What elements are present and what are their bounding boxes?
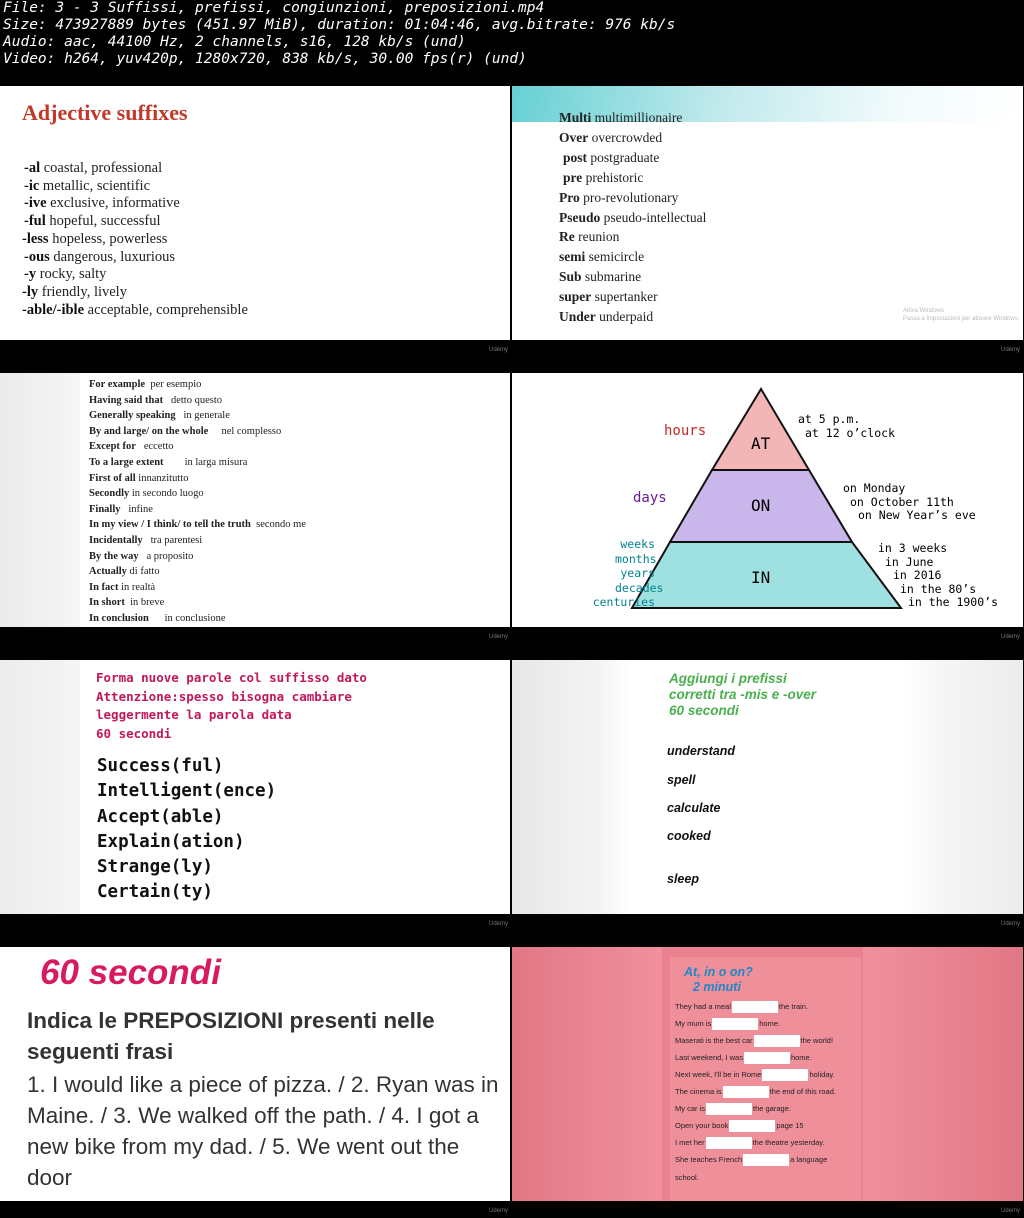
blurred-edge bbox=[863, 947, 1023, 1201]
list-item bbox=[24, 178, 248, 196]
on-examples bbox=[843, 482, 976, 523]
list-item bbox=[559, 188, 706, 208]
answer-blank[interactable] bbox=[706, 1103, 752, 1115]
italian-phrase: a proposito bbox=[146, 550, 194, 562]
udemy-watermark: Udemy bbox=[1001, 634, 1021, 640]
exercise-row bbox=[675, 1001, 861, 1013]
list-item bbox=[559, 267, 706, 287]
suffix: -ic bbox=[24, 177, 40, 194]
thumbnail-preposition-pyramid bbox=[512, 373, 1023, 627]
list-item bbox=[24, 213, 248, 231]
row-text-before: Maserati is the best car bbox=[675, 1035, 753, 1045]
row-text-after: a language bbox=[790, 1154, 828, 1164]
answer-blank[interactable] bbox=[729, 1120, 775, 1132]
udemy-watermark: Udemy bbox=[1001, 921, 1021, 927]
timer-label: 60 secondi bbox=[669, 703, 739, 718]
list-item: Explain(ation) bbox=[97, 831, 245, 852]
list-item bbox=[89, 377, 306, 393]
list-item bbox=[24, 160, 248, 178]
list-item bbox=[559, 108, 706, 128]
in-unit: centuries bbox=[592, 595, 655, 609]
italian-phrase: in generale bbox=[183, 410, 230, 422]
row-text-after: holiday. bbox=[809, 1069, 835, 1079]
connector-list bbox=[89, 377, 306, 627]
thumbnail-connectors bbox=[0, 373, 510, 627]
example: supertanker bbox=[591, 289, 658, 305]
udemy-watermark: Udemy bbox=[489, 1208, 509, 1214]
list-item: Success(ful) bbox=[97, 756, 224, 776]
italian-phrase: in conclusione bbox=[164, 612, 226, 624]
days-label: days bbox=[633, 490, 667, 506]
examples: friendly, lively bbox=[38, 283, 127, 300]
row-text-before: My mum is bbox=[675, 1018, 712, 1028]
exercise-sentences: 1. I would like a piece of pizza. / 2. Ryan was in Maine. / 3. We walked off the path. / 4. I got a new bike from my dad. / 5. We went out the door bbox=[27, 1072, 499, 1190]
english-phrase: Except for bbox=[89, 441, 136, 453]
thumbnail-at-in-on-exercise bbox=[512, 947, 1023, 1201]
answer-blank[interactable] bbox=[712, 1018, 758, 1030]
exercise-instructions bbox=[669, 671, 816, 719]
instruction-line: Forma nuove parole col suffisso dato bbox=[96, 670, 367, 685]
example: multimillionaire bbox=[591, 110, 683, 125]
in-example: in 3 weeks bbox=[878, 541, 948, 555]
in-label: IN bbox=[751, 568, 771, 587]
in-unit: weeks bbox=[620, 537, 655, 551]
suffix: -y bbox=[24, 266, 37, 283]
list-item bbox=[563, 168, 706, 188]
instruction-line: leggermente la parola data bbox=[96, 707, 292, 722]
english-phrase: Actually bbox=[89, 566, 127, 578]
list-item bbox=[22, 302, 248, 320]
instruction-line: corretti tra -mis e -over bbox=[669, 687, 817, 702]
list-item bbox=[559, 227, 706, 247]
examples: dangerous, luxurious bbox=[49, 248, 176, 265]
english-phrase: By and large/ on the whole bbox=[89, 425, 209, 437]
instruction-line: At, in o on? bbox=[684, 965, 753, 979]
at-example: at 12 o’clock bbox=[805, 426, 896, 440]
italian-phrase: secondo me bbox=[256, 519, 307, 531]
english-phrase: In short bbox=[89, 597, 125, 609]
italian-phrase: innanzitutto bbox=[138, 472, 189, 484]
exercise-row bbox=[675, 1120, 861, 1132]
list-item bbox=[89, 424, 306, 440]
list-item bbox=[24, 249, 248, 267]
blurred-edge bbox=[903, 660, 1023, 914]
english-phrase: Generally speaking bbox=[89, 410, 176, 422]
at-examples bbox=[798, 412, 895, 440]
english-phrase: Finally bbox=[89, 503, 121, 515]
suffix: -ly bbox=[22, 283, 39, 300]
prefix: Sub bbox=[559, 269, 582, 285]
italian-phrase: eccetto bbox=[143, 441, 174, 453]
suffix: -ive bbox=[24, 195, 47, 212]
suffix: -ous bbox=[24, 248, 50, 265]
exercise-row bbox=[675, 1035, 861, 1047]
size-info-line: Size: 473927889 bytes (451.97 MiB), duration: 01:04:46, avg.bitrate: 976 kb/s bbox=[3, 17, 676, 33]
list-item bbox=[89, 580, 306, 596]
answer-blank[interactable] bbox=[744, 1052, 790, 1064]
activate-title: Attiva Windows bbox=[903, 308, 945, 314]
example: postgraduate bbox=[587, 149, 660, 165]
suffix-list bbox=[24, 160, 248, 319]
answer-blank[interactable] bbox=[754, 1035, 800, 1047]
answer-blank[interactable] bbox=[762, 1069, 808, 1081]
activate-subtitle: Passa a Impostazioni per attivare Windows. bbox=[903, 316, 1020, 322]
at-example: at 5 p.m. bbox=[798, 412, 861, 426]
in-unit: decades bbox=[615, 580, 664, 595]
english-phrase: To a large extent bbox=[89, 456, 164, 468]
list-item bbox=[563, 148, 706, 168]
exercise-row-last: school. bbox=[675, 1173, 699, 1182]
examples: hopeful, successful bbox=[45, 213, 161, 230]
list-item bbox=[89, 502, 306, 518]
italian-phrase: infine bbox=[128, 503, 153, 515]
english-phrase: In fact bbox=[89, 581, 119, 593]
row-text-before: Next week, I'll be in Rome bbox=[675, 1069, 762, 1079]
row-text-after: the world! bbox=[800, 1035, 834, 1045]
list-item bbox=[89, 455, 306, 471]
timer-label: 60 secondi bbox=[96, 725, 172, 741]
list-item bbox=[89, 611, 306, 627]
prefix: Over bbox=[559, 129, 589, 145]
row-text-before: The cinema is bbox=[675, 1086, 722, 1096]
italian-phrase: nel complesso bbox=[221, 425, 282, 437]
row-text-after: the train. bbox=[778, 1001, 809, 1011]
list-item bbox=[22, 231, 248, 249]
on-example: on Monday bbox=[843, 481, 906, 495]
italian-phrase: in breve bbox=[130, 597, 165, 609]
on-label: ON bbox=[751, 496, 771, 515]
suffix: -less bbox=[22, 230, 49, 247]
example: semicircle bbox=[585, 249, 645, 265]
row-text-after: page 15 bbox=[776, 1120, 804, 1130]
examples: metallic, scientific bbox=[39, 177, 151, 194]
prefix: Pro bbox=[559, 189, 580, 205]
prefix: Under bbox=[559, 309, 596, 325]
file-info-header bbox=[3, 0, 1023, 68]
answer-blank[interactable] bbox=[723, 1086, 769, 1098]
list-item bbox=[89, 439, 306, 455]
file-info-line: File: 3 - 3 Suffissi, prefissi, congiunzioni, preposizioni.mp4 bbox=[3, 0, 545, 16]
prefix: super bbox=[559, 289, 592, 305]
list-item bbox=[24, 195, 248, 213]
examples: rocky, salty bbox=[36, 266, 107, 283]
blurred-edge bbox=[0, 373, 80, 627]
at-section bbox=[712, 389, 809, 470]
italian-phrase: in secondo luogo bbox=[131, 488, 204, 500]
italian-phrase: detto questo bbox=[170, 394, 223, 406]
list-item: spell bbox=[667, 773, 696, 787]
exercise-row bbox=[675, 1154, 861, 1166]
timer-title: 60 secondi bbox=[40, 953, 221, 992]
exercise-row bbox=[675, 1103, 861, 1115]
list-item bbox=[89, 595, 306, 611]
row-text-before: Last weekend, I was bbox=[675, 1052, 743, 1062]
suffix: -al bbox=[24, 160, 41, 176]
instruction-line: Aggiungi i prefissi bbox=[669, 671, 787, 686]
audio-info-line: Audio: aac, 44100 Hz, 2 channels, s16, 128 kb/s (und) bbox=[3, 34, 466, 50]
list-item bbox=[559, 128, 706, 148]
example: pseudo-intellectual bbox=[600, 209, 707, 225]
thumbnail-adjective-suffixes bbox=[0, 86, 510, 340]
example: prehistoric bbox=[582, 169, 644, 185]
row-text-after: the garage. bbox=[753, 1103, 791, 1113]
list-item: Certain(ty) bbox=[97, 882, 213, 903]
exercise-row bbox=[675, 1069, 861, 1081]
thumbnail-prefixes bbox=[512, 86, 1023, 340]
list-item bbox=[89, 486, 306, 502]
list-item: understand bbox=[667, 744, 736, 758]
in-time-units bbox=[592, 537, 664, 610]
examples: hopeless, powerless bbox=[48, 230, 168, 247]
list-item: cooked bbox=[667, 829, 711, 843]
row-text-before: She teaches French bbox=[675, 1154, 743, 1164]
in-example: in the 80’s bbox=[900, 581, 977, 596]
list-item: Strange(ly) bbox=[97, 857, 213, 878]
english-phrase: Having said that bbox=[89, 394, 164, 406]
exercise-row bbox=[675, 1137, 861, 1149]
english-phrase: By the way bbox=[89, 550, 139, 562]
list-item bbox=[559, 247, 706, 267]
example: submarine bbox=[581, 269, 642, 285]
udemy-watermark: Udemy bbox=[489, 921, 509, 927]
answer-blank[interactable] bbox=[732, 1001, 778, 1013]
list-item bbox=[89, 533, 306, 549]
list-item: Intelligent(ence) bbox=[97, 781, 277, 802]
italian-phrase: di fatto bbox=[129, 566, 160, 578]
row-text-before: I met her bbox=[675, 1137, 705, 1147]
list-item bbox=[89, 393, 306, 409]
exercise-row bbox=[675, 1086, 861, 1098]
english-phrase: First of all bbox=[89, 472, 136, 484]
italian-phrase: tra parentesi bbox=[150, 534, 203, 546]
examples: coastal, professional bbox=[40, 160, 163, 176]
prefix: post bbox=[563, 149, 588, 165]
english-phrase: In conclusion bbox=[89, 612, 149, 624]
exercise-row bbox=[675, 1052, 861, 1064]
italian-phrase: per esempio bbox=[150, 379, 202, 390]
list-item bbox=[559, 208, 706, 228]
in-example: in 2016 bbox=[893, 568, 942, 583]
timer-label: 2 minuti bbox=[693, 980, 741, 994]
english-phrase: In my view / I think/ to tell the truth bbox=[89, 519, 251, 531]
prefix: Re bbox=[559, 229, 575, 245]
italian-phrase: in realtà bbox=[121, 581, 156, 593]
example: underpaid bbox=[595, 309, 654, 325]
on-example: on New Year’s eve bbox=[858, 508, 976, 522]
exercise-instruction: Indica le PREPOSIZIONI presenti nelle seguenti frasi bbox=[27, 1008, 435, 1064]
list-item bbox=[559, 287, 706, 307]
row-text-after: home. bbox=[759, 1018, 781, 1028]
example: reunion bbox=[574, 229, 620, 245]
thumbnail-suffix-exercise bbox=[0, 660, 510, 914]
row-text-after: the theatre yesterday. bbox=[752, 1137, 825, 1147]
row-text-before: They had a meal bbox=[675, 1001, 731, 1011]
answer-blank[interactable] bbox=[706, 1137, 752, 1149]
in-example: in the 1900’s bbox=[908, 595, 999, 610]
examples: exclusive, informative bbox=[46, 195, 180, 212]
in-unit: months bbox=[615, 551, 657, 566]
exercise-instructions bbox=[96, 669, 367, 743]
prefix: Pseudo bbox=[559, 209, 601, 225]
answer-blank[interactable] bbox=[743, 1154, 789, 1166]
prefix: pre bbox=[563, 169, 583, 185]
exercise-row bbox=[675, 1018, 861, 1030]
row-text-before: Open your book bbox=[675, 1120, 729, 1130]
list-item bbox=[22, 284, 248, 302]
suffix: -able/-ible bbox=[22, 301, 85, 318]
slide-title: Adjective suffixes bbox=[22, 100, 188, 125]
instruction-line: Attenzione:spesso bisogna cambiare bbox=[96, 688, 352, 704]
blurred-edge bbox=[512, 947, 662, 1201]
list-item bbox=[89, 471, 306, 487]
example: overcrowded bbox=[588, 129, 663, 145]
prefix: Multi bbox=[559, 110, 592, 125]
list-item: calculate bbox=[667, 801, 721, 815]
suffix: -ful bbox=[24, 213, 46, 230]
list-item: Accept(able) bbox=[97, 806, 224, 827]
hours-label: hours bbox=[664, 423, 707, 439]
udemy-watermark: Udemy bbox=[489, 634, 509, 640]
list-item bbox=[559, 307, 706, 327]
english-phrase: Secondly bbox=[89, 488, 130, 500]
list-item bbox=[89, 549, 306, 565]
word-list bbox=[97, 754, 276, 906]
italian-phrase: in larga misura bbox=[184, 456, 248, 468]
blurred-edge bbox=[512, 660, 632, 914]
example: pro-revolutionary bbox=[579, 189, 679, 205]
thumbnail-prefix-exercise bbox=[512, 660, 1023, 914]
on-example: on October 11th bbox=[850, 494, 954, 509]
row-text-before: My car is bbox=[675, 1103, 705, 1113]
activate-windows-notice bbox=[903, 307, 1021, 323]
udemy-watermark: Udemy bbox=[1001, 1208, 1021, 1214]
at-label: AT bbox=[751, 434, 771, 453]
list-item bbox=[89, 517, 306, 533]
list-item bbox=[24, 266, 248, 284]
video-info-line: Video: h264, yuv420p, 1280x720, 838 kb/s, 30.00 fps(r) (und) bbox=[3, 51, 527, 67]
in-example: in June bbox=[885, 554, 934, 569]
udemy-watermark: Udemy bbox=[489, 347, 509, 353]
row-text-after: the end of this road. bbox=[769, 1086, 836, 1096]
in-unit: years bbox=[620, 566, 655, 580]
list-item: sleep bbox=[667, 872, 699, 886]
prefix-list bbox=[559, 108, 706, 327]
exercise-instructions bbox=[684, 965, 753, 995]
english-phrase: Incidentally bbox=[89, 534, 143, 546]
blurred-edge bbox=[0, 660, 80, 914]
examples: acceptable, comprehensible bbox=[84, 301, 248, 318]
english-phrase: For example bbox=[89, 379, 146, 390]
in-examples bbox=[878, 542, 998, 610]
list-item bbox=[89, 564, 306, 580]
udemy-watermark: Udemy bbox=[1001, 347, 1021, 353]
row-text-after: home. bbox=[790, 1052, 812, 1062]
prefix: semi bbox=[559, 249, 586, 265]
thumbnail-preposition-exercise bbox=[0, 947, 510, 1201]
list-item bbox=[89, 408, 306, 424]
